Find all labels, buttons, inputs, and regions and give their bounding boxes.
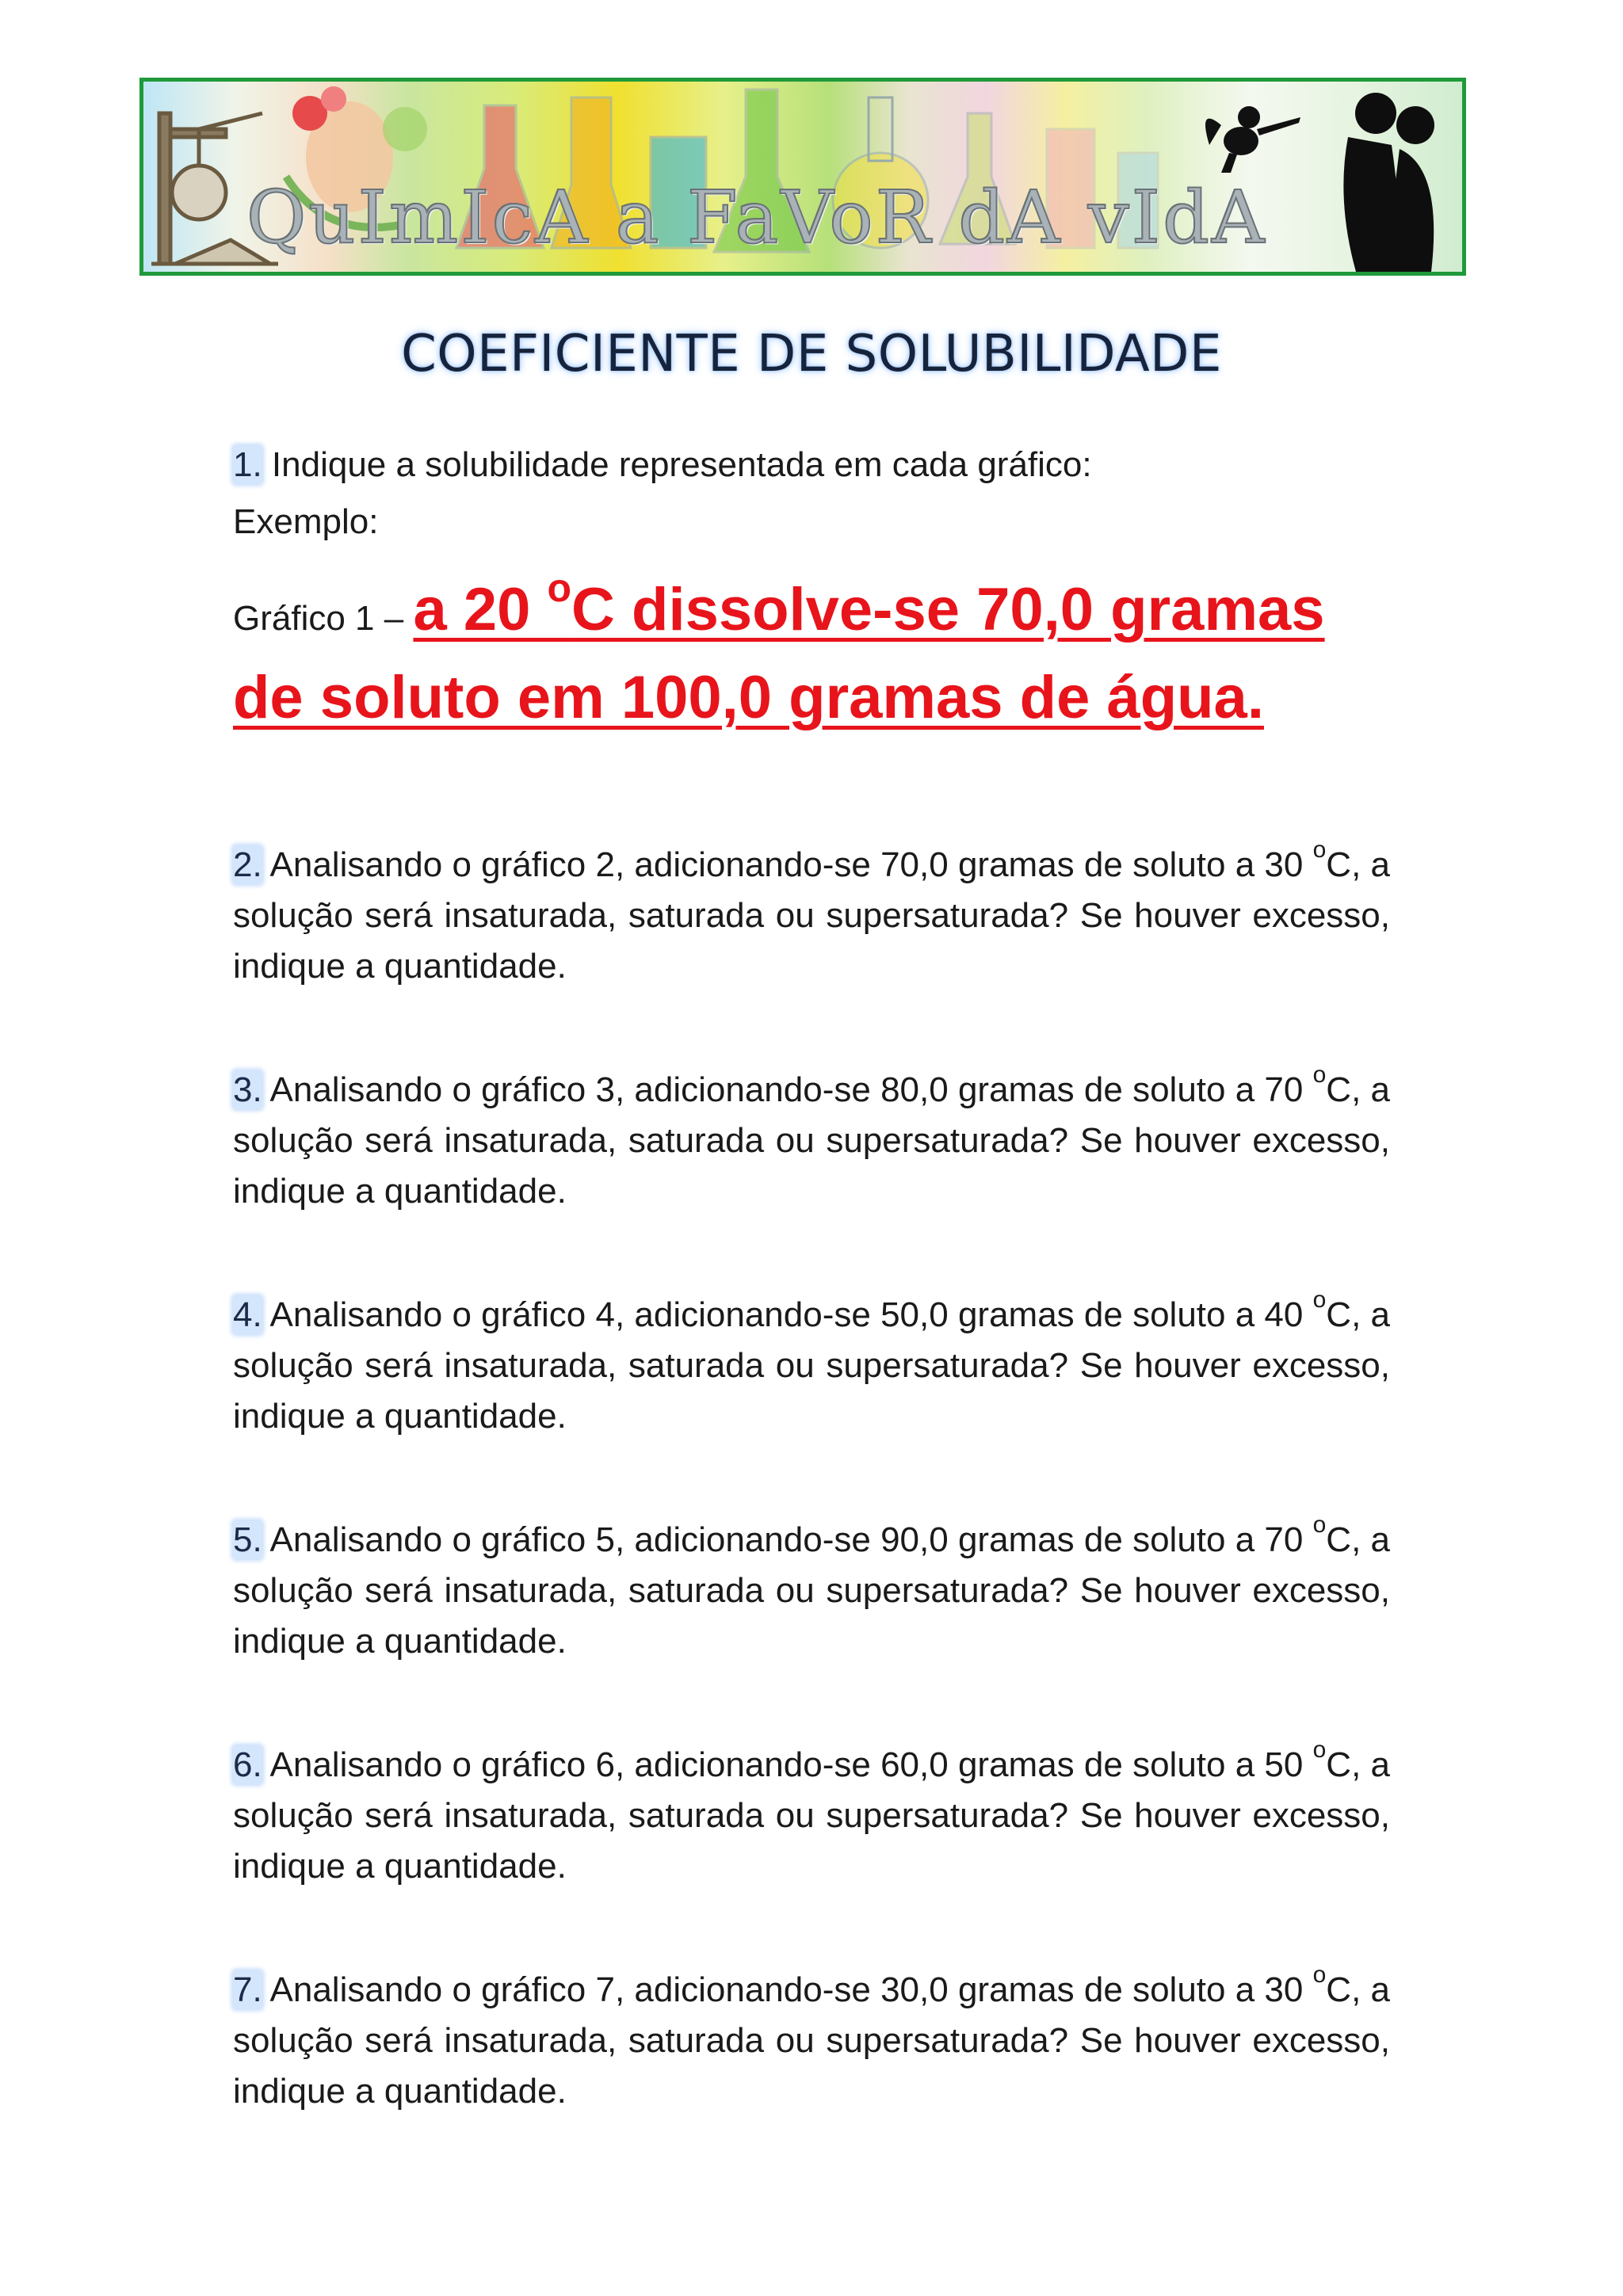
- question-text: Analisando o gráfico 3, adicionando-se 80,0 gramas de soluto a 70: [262, 1070, 1313, 1109]
- answer-part-2: C dissolve-se 70,0 gramas de soluto em 100,0 gramas de água.: [233, 576, 1325, 731]
- degree-symbol: o: [547, 566, 572, 610]
- question-number: 1.: [233, 445, 262, 484]
- document-body: [233, 441, 1390, 2117]
- question-1: [233, 441, 1390, 490]
- question-number: 6.: [233, 1745, 262, 1784]
- question-text: Indique a solubilidade representada em cada gráfico:: [262, 445, 1092, 484]
- question-text-cont: C, a solução será insaturada, saturada ou supersaturada? Se houver excesso, indique a quantidade.: [233, 1295, 1391, 1436]
- question-text-cont: C, a solução será insaturada, saturada ou supersaturada? Se houver excesso, indique a quantidade.: [233, 1745, 1391, 1886]
- question-number: 7.: [233, 1970, 262, 2009]
- question-6: [233, 1737, 1391, 1892]
- question-text: Analisando o gráfico 4, adicionando-se 50,0 gramas de soluto a 40: [262, 1295, 1313, 1334]
- degree-symbol: o: [1312, 1287, 1327, 1313]
- degree-symbol: o: [1312, 1962, 1327, 1988]
- couple-silhouette-icon: [1343, 93, 1434, 272]
- question-text-cont: C, a solução será insaturada, saturada ou supersaturada? Se houver excesso, indique a quantidade.: [233, 1070, 1391, 1211]
- question-7: [233, 1962, 1391, 2117]
- example-answer: [233, 566, 1390, 746]
- question-text: Analisando o gráfico 7, adicionando-se 30,0 gramas de soluto a 30: [262, 1970, 1313, 2009]
- degree-symbol: o: [1312, 1062, 1327, 1088]
- cupid-icon: [1205, 106, 1300, 173]
- question-2: [233, 837, 1391, 992]
- question-5: [233, 1512, 1391, 1667]
- question-number: 2.: [233, 845, 262, 884]
- banner-title: QuImIcA a FaVoR dA vIdA: [246, 175, 1267, 260]
- question-text: Analisando o gráfico 2, adicionando-se 70,0 gramas de soluto a 30: [262, 845, 1313, 884]
- degree-symbol: o: [1312, 1512, 1327, 1538]
- question-number: 4.: [233, 1295, 262, 1334]
- graph-label: Gráfico 1 –: [233, 599, 414, 638]
- question-3: [233, 1062, 1391, 1217]
- question-text-cont: C, a solução será insaturada, saturada ou supersaturada? Se houver excesso, indique a quantidade.: [233, 1970, 1391, 2111]
- header-banner: [139, 78, 1466, 276]
- page-title: COEFICIENTE DE SOLUBILIDADE: [401, 325, 1222, 383]
- degree-symbol: o: [1312, 1737, 1327, 1763]
- question-text: Analisando o gráfico 6, adicionando-se 60,0 gramas de soluto a 50: [262, 1745, 1313, 1784]
- question-number: 3.: [233, 1070, 262, 1109]
- answer-part-1: a 20: [413, 576, 548, 643]
- degree-symbol: o: [1312, 837, 1327, 863]
- question-number: 5.: [233, 1520, 262, 1559]
- question-text: Analisando o gráfico 5, adicionando-se 90,0 gramas de soluto a 70: [262, 1520, 1313, 1559]
- example-label: Exemplo:: [233, 502, 379, 541]
- question-4: [233, 1287, 1391, 1442]
- question-text-cont: C, a solução será insaturada, saturada ou supersaturada? Se houver excesso, indique a quantidade.: [233, 1520, 1391, 1661]
- question-text-cont: C, a solução será insaturada, saturada ou supersaturada? Se houver excesso, indique a quantidade.: [233, 845, 1391, 986]
